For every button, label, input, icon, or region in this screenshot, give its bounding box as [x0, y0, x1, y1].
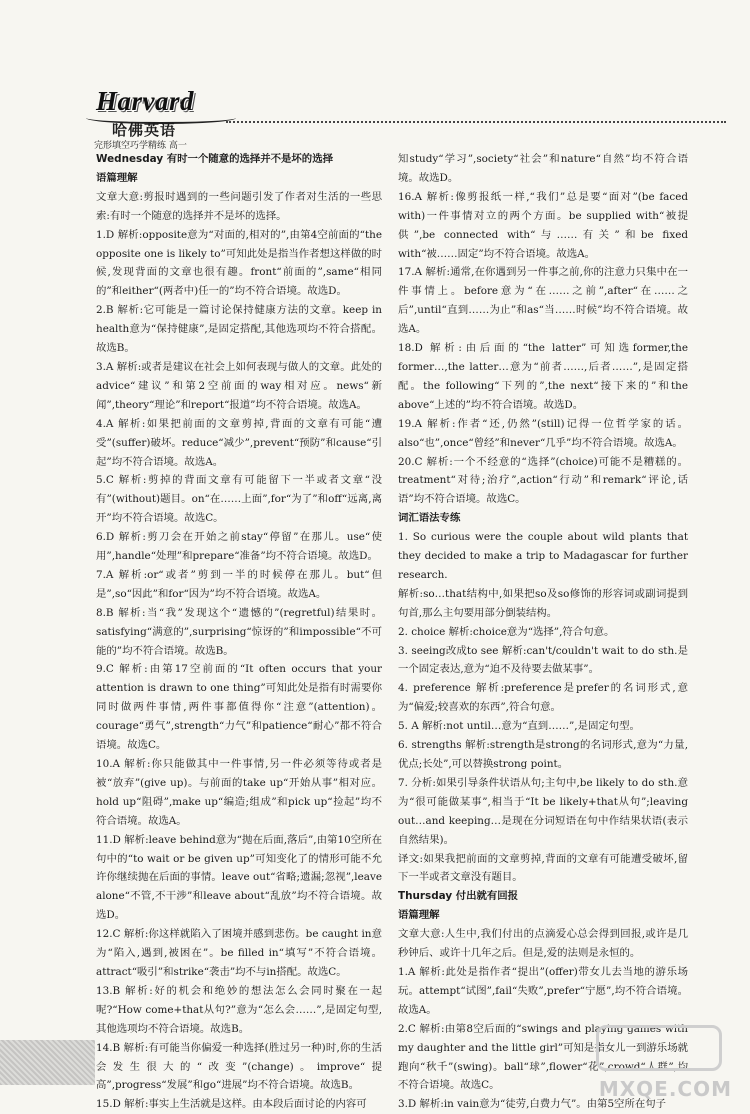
section-heading-reading: 语篇理解 — [398, 909, 440, 922]
paragraph: 文章大意:人生中,我们付出的点滴爱心总会得到回报,或许是几秒钟后、或许十几年之后。但是,爱的法则是永恒的。 — [398, 928, 688, 960]
paragraph: 4.A 解析:如果把前面的文章剪掉,背面的文章有可能“遭受”(suffer)破坏。reduce“减少”,prevent“预防”和cause“引起”均不符合语境。故选A。 — [96, 417, 382, 468]
watermark — [582, 1017, 742, 1105]
paragraph: 3.A 解析:或者是建议在社会上如何表现与做人的文章。此处的advice“建议”和第2空前面的way相对应。news“新闻”,theory“理论”和report“报道”均不符合语境。故选A。 — [96, 360, 382, 411]
paragraph: 3.D 解析:in vain意为“徒劳,白费力气”。由第5空所在句子 — [398, 1098, 667, 1111]
paragraph: 7. 分析:如果引导条件状语从句;主句中,be likely to do sth.意为“很可能做某事”,相当于“It be likely+that从句”;leaving out…and keeping…是现在分词短语在句中作结果状语(表示自然结果)。 — [398, 776, 688, 846]
header — [86, 86, 266, 151]
right-paragraphs-a — [398, 150, 688, 509]
paragraph: 8.B 解析:当“我”发现这个“遗憾的”(regretful)结果时。satisfying“满意的”,surprising“惊讶的”和impossible“不可能的”均不符合语境。故选B。 — [96, 606, 382, 657]
paragraph: 6. strengths 解析:strength是strong的名词形式,意为“力量,优点;长处”,可以替换strong point。 — [398, 739, 688, 770]
paragraph: 17.A 解析:通常,在你遇到另一件事之前,你的注意力只集中在一件事情上。before意为“在……之前”,after“在……之后”,until“直到……为止”和as“当……时候”均不符合语境。故选A。 — [398, 266, 688, 336]
paragraph: 6.D 解析:剪刀会在开始之前stay“停留”在那儿。use“使用”,handle“处理”和prepare“准备”均不符合语境。故选D。 — [96, 531, 382, 563]
day-title-thursday: Thursday 付出就有回报 — [398, 890, 519, 903]
paragraph: 5.C 解析:剪掉的背面文章有可能留下一半或者文章“没有”(without)题目。on“在……上面”,for“为了”和off“远离,离开”均不符合语境。故选C。 — [96, 474, 382, 525]
harvard-logo: Harvard — [96, 86, 194, 116]
left-paragraphs — [96, 188, 382, 1114]
section-heading-vocab: 词汇语法专练 — [398, 512, 461, 525]
paragraph: 1.D 解析:opposite意为“对面的,相对的”,由第4空前面的“the opposite one is likely to”可知此处是指当作者想这样做的时候,发现背面的文章也很有趣。front“前面的”,same“相同的”和either“(两者中)任一的”均不符合语境。故选D。 — [96, 228, 382, 298]
paragraph: 14.B 解析:有可能当你偏爱一种选择(胜过另一种)时,你的生活会发生很大的“改变”(change)。improve“提高”,progress“发展”和go“进展”均不符合语境。故选B。 — [96, 1041, 382, 1092]
watermark-logo-icon — [596, 1025, 722, 1071]
book-subtitle: 完形填空巧学精练 高一 — [94, 141, 187, 151]
page-corner-texture — [0, 1040, 95, 1085]
paragraph: 1. So curious were the couple about wild plants that they decided to make a trip to Madagascar for further research. — [398, 531, 688, 581]
paragraph: 知study“学习”,society“社会”和nature“自然”均不符合语境。故选D。 — [398, 153, 688, 184]
watermark-text: MXQE.COM — [598, 1077, 732, 1101]
paragraph: 13.B 解析:好的机会和绝妙的想法怎么会同时聚在一起呢?“How come+that从句?”意为“怎么会……”,是固定句型,其他选项均不符合语境。故选B。 — [96, 984, 382, 1035]
paragraph: 2.B 解析:它可能是一篇讨论保持健康方法的文章。keep in health意为“保持健康”,是固定搭配,其他选项均不符合搭配。故选B。 — [96, 304, 382, 355]
paragraph: 19.A 解析:作者“还,仍然”(still)记得一位哲学家的话。also“也”,once“曾经”和never“几乎”均不符合语境。故选A。 — [398, 417, 688, 449]
paragraph: 2. choice 解析:choice意为“选择”,符合句意。 — [398, 625, 615, 638]
paragraph: 解析:so…that结构中,如果把so及so修饰的形容词或副词提到句首,那么主句要用部分倒装结构。 — [398, 587, 688, 619]
right-paragraphs-b — [398, 528, 688, 887]
paragraph: 16.A 解析:像剪报纸一样,“我们”总是要“面对”(be faced with)一件事情对立的两个方面。be supplied with“被提供”,be connected with“与……有关”和be fixed with“被……固定”均不符合语境。故选A。 — [398, 190, 688, 260]
paragraph: 5. A 解析:not until…意为“直到……”,是固定句型。 — [398, 720, 640, 733]
paragraph: 4. preference 解析:preference是prefer的名词形式,意为“偏爱;较喜欢的东西”,符合句意。 — [398, 682, 688, 714]
right-column — [398, 150, 688, 1114]
paragraph: 11.D 解析:leave behind意为“抛在后面,落后”,由第10空所在句中的“to wait or be given up”可知变化了的情形可能不允许你继续抛在后面的事情。leave out“省略;遗漏;忽视”,leave alone“不管,不干涉”和leave about“乱放”均不符合语境。故选D。 — [96, 833, 382, 922]
dotted-divider — [226, 121, 726, 123]
paragraph: 1.A 解析:此处是指作者“提出”(offer)带女儿去当地的游乐场玩。attempt“试图”,fail“失败”,prefer“宁愿”,均不符合语境。故选A。 — [398, 965, 688, 1016]
section-heading: 语篇理解 — [96, 171, 138, 184]
paragraph: 20.C 解析:一个不经意的“选择”(choice)可能不是糟糕的。treatment“对待;治疗”,action“行动”和remark“评论,话语”均不符合语境。故选C。 — [398, 455, 688, 506]
left-column — [96, 150, 382, 1114]
paragraph: 18.D 解析:由后面的“the latter”可知选former,the former…,the latter…意为“前者……,后者……”,是固定搭配。the following“下列的”,the next“接下来的”和the above“上述的”均不符合语境。故选D。 — [398, 342, 688, 411]
paragraph: 15.D 解析:事实上生活就是这样。由本段后面讨论的内容可 — [96, 1098, 367, 1111]
paragraph: 12.C 解析:你这样就陷入了困境并感到悲伤。be caught in意为“陷入,遇到,被困在”。be filled in“填写”不符合语境。attract“吸引”和strike“袭击”均不与in搭配。故选C。 — [96, 928, 382, 978]
paragraph: 3. seeing改成to see 解析:can't/couldn't wait to do sth.是一个固定表达,意为“迫不及待要去做某事”。 — [398, 644, 688, 676]
brand-name: 哈佛英语 — [112, 121, 177, 139]
paragraph: 7.A 解析:or“或者”剪到一半的时候停在那儿。but“但是”,so“因此”和for“因为”均不符合语境。故选A。 — [96, 568, 382, 600]
paragraph: 9.C 解析:由第17空前面的“It often occurs that your attention is drawn to one thing”可知此处是指有时需要你同时做两件事情,两件事都值得你“注意”(attention)。courage“勇气”,strength“力气”和patience“耐心”都不符合语境。故选C。 — [96, 663, 382, 752]
paragraph: 文章大意:剪报时遇到的一些问题引发了作者对生活的一些思索:有时一个随意的选择并不是坏的选择。 — [96, 190, 382, 222]
day-title-wednesday: Wednesday 有时一个随意的选择并不是坏的选择 — [96, 153, 333, 165]
paragraph: 10.A 解析:你只能做其中一件事情,另一件必须等待或者是被“放弃”(give up)。与前面的take up“开始从事”相对应。hold up“阻碍”,make up“编造;组成”和pick up“捡起”均不符合语境。故选A。 — [96, 758, 382, 827]
paragraph: 2.C 解析:由第8空后面的“swings and playing games with my daughter and the little girl”可知是指女儿一到游乐场就跑向“秋千”(swing)。ball“球”,flower“花”,crowd“人群”,均不符合语境。故选C。 — [398, 1022, 688, 1092]
paragraph: 译文:如果我把前面的文章剪掉,背面的文章有可能遭受破坏,留下一半或者文章没有题目。 — [398, 852, 688, 884]
